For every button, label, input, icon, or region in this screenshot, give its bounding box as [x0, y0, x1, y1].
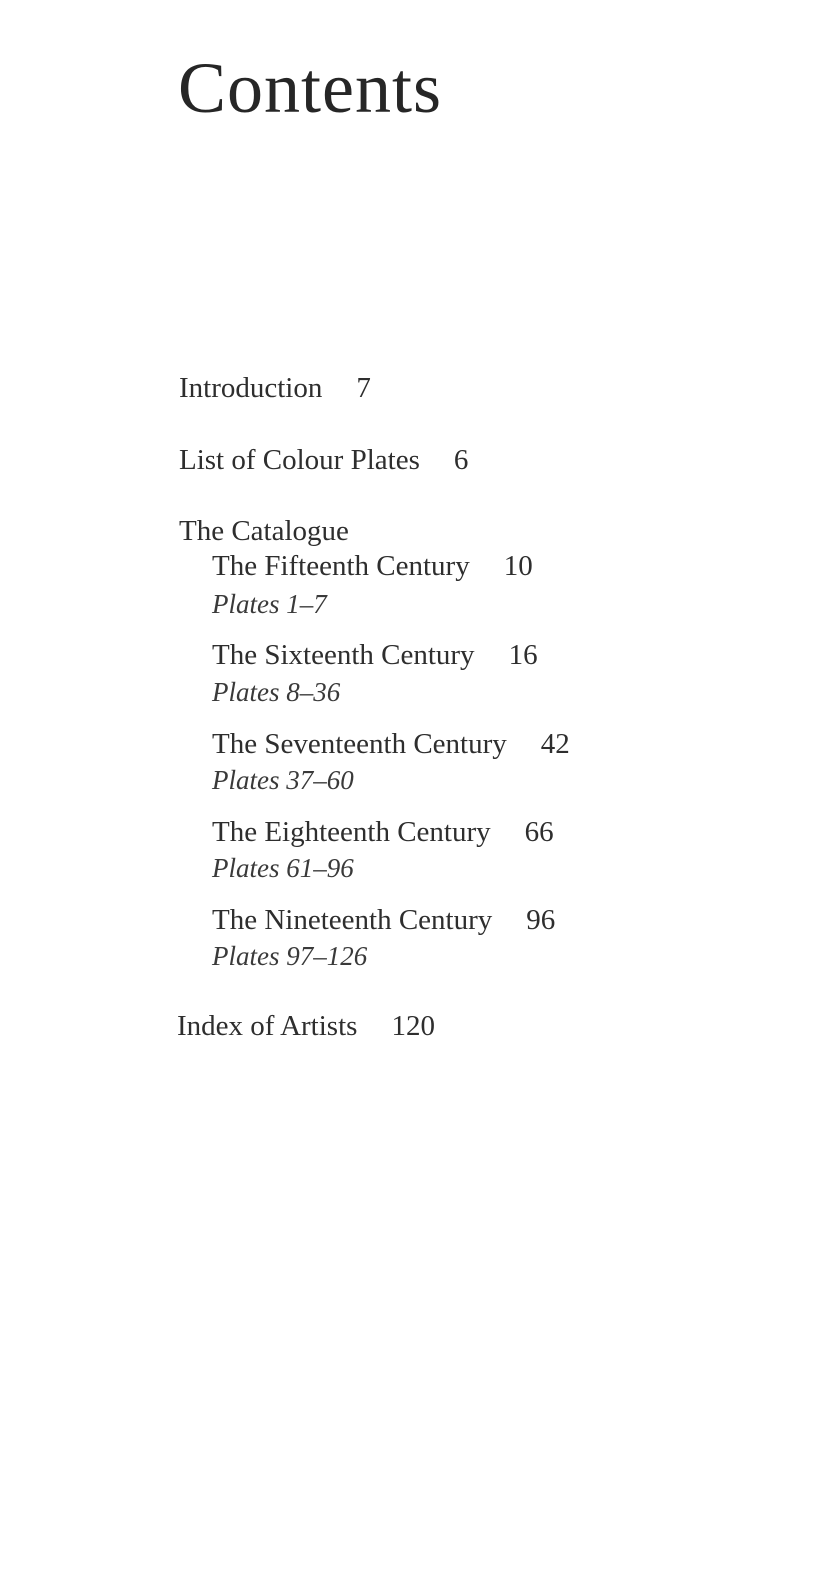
plates-range: Plates 8–36 [212, 677, 341, 707]
entry-page-number: 16 [508, 639, 538, 671]
entry-label: The Sixteenth Century [212, 639, 475, 671]
toc-entry-eighteenth-century[interactable] [212, 818, 554, 847]
entry-page-number: 120 [391, 1010, 435, 1042]
plates-range: Plates 97–126 [212, 941, 368, 971]
toc-entry-index-of-artists[interactable] [177, 1012, 435, 1041]
toc-entry-sixteenth-century[interactable] [212, 641, 538, 670]
toc-heading-catalogue [179, 517, 349, 546]
entry-page-number: 6 [453, 444, 469, 476]
entry-label: The Nineteenth Century [212, 904, 493, 936]
page-title: Contents [178, 48, 443, 128]
entry-page-number: 96 [526, 904, 556, 936]
toc-entry-nineteenth-century[interactable] [212, 906, 555, 935]
entry-label: The Eighteenth Century [212, 816, 491, 848]
plates-range: Plates 61–96 [212, 853, 354, 883]
toc-entry-colour-plates[interactable] [179, 446, 468, 475]
entry-label: The Fifteenth Century [212, 550, 470, 582]
toc-entry-fifteenth-century[interactable] [212, 552, 533, 581]
entry-page-number: 42 [540, 728, 570, 760]
toc-entry-seventeenth-century[interactable] [212, 730, 570, 759]
entry-label: The Seventeenth Century [212, 728, 507, 760]
plates-range: Plates 1–7 [212, 589, 327, 619]
toc-entry-introduction[interactable] [179, 374, 371, 403]
plates-range: Plates 37–60 [212, 765, 354, 795]
entry-page-number: 66 [524, 816, 554, 848]
entry-label: Index of Artists [177, 1010, 358, 1042]
entry-label: The Catalogue [179, 515, 349, 547]
entry-label: List of Colour Plates [179, 444, 420, 476]
entry-label: Introduction [179, 372, 323, 404]
entry-page-number: 7 [356, 372, 371, 404]
entry-page-number: 10 [503, 550, 533, 582]
